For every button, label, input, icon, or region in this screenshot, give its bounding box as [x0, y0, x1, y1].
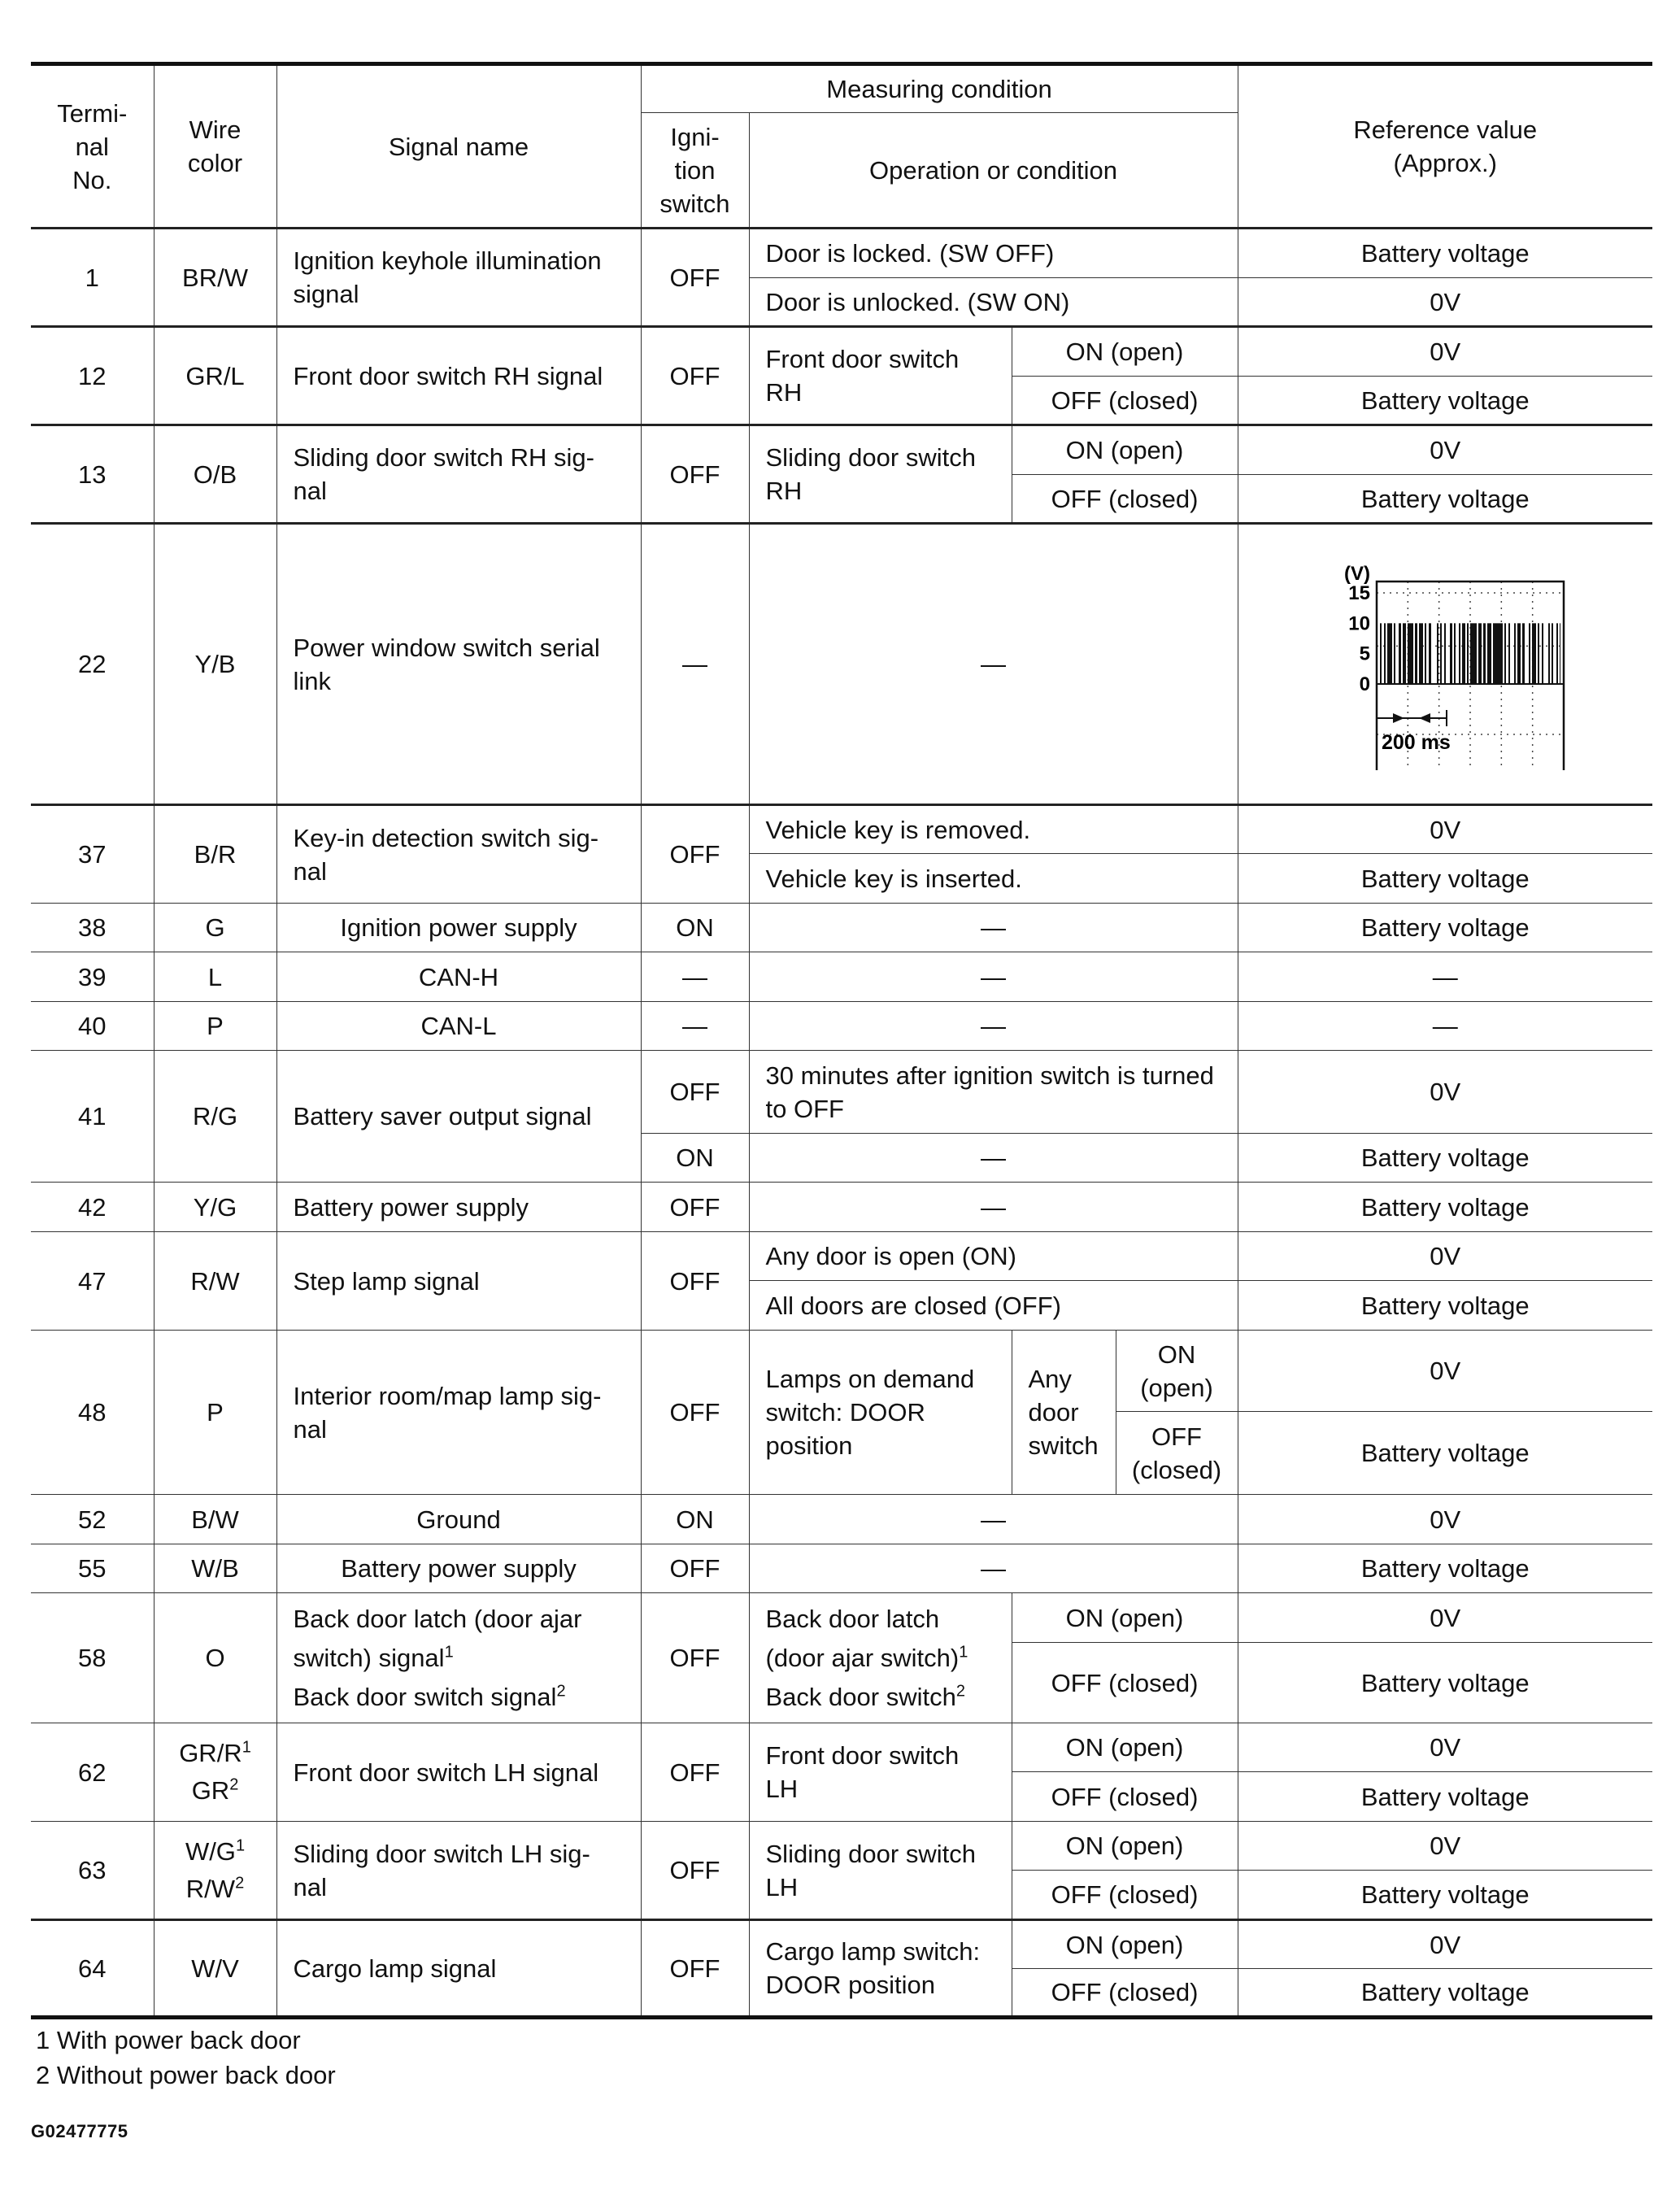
pulse [1403, 623, 1406, 684]
pulse [1538, 623, 1539, 684]
ignition-switch: ON [641, 904, 749, 952]
pulse [1542, 623, 1543, 684]
condition: Door is locked. (SW OFF) [749, 229, 1238, 278]
reference-value: 0V [1238, 1593, 1652, 1643]
terminal-no: 42 [31, 1183, 154, 1232]
switch-state: ON (open) [1012, 425, 1238, 475]
time-scale-label: 200 ms [1382, 730, 1452, 754]
pulse [1462, 623, 1465, 684]
terminal-no: 62 [31, 1723, 154, 1822]
pulse [1387, 623, 1392, 684]
footnote-2: 2 Without power back door [36, 2061, 336, 2089]
wire-color: $W/G^1$ $R/W^2$ [154, 1822, 276, 1920]
reference-value: Battery voltage [1238, 229, 1652, 278]
pulse [1508, 623, 1510, 684]
table-row [31, 1495, 1652, 1544]
reference-value: Battery voltage [1238, 1643, 1652, 1723]
ignition-switch: ON [641, 1134, 749, 1183]
ignition-switch: OFF [641, 1723, 749, 1822]
wire-color: R/G [154, 1051, 276, 1183]
switch-state: OFF (closed) [1012, 1871, 1238, 1920]
wire-color: P [154, 1002, 276, 1051]
signal-name: CAN-L [276, 1002, 641, 1051]
table-row [31, 229, 1652, 278]
ignition-switch: OFF [641, 1822, 749, 1920]
table-row [31, 1544, 1652, 1593]
waveform-pulses [1377, 623, 1564, 684]
condition: — [749, 1495, 1238, 1544]
header-reference-value: Reference value (Approx.) [1238, 64, 1652, 229]
switch-state: OFF (closed) [1012, 1969, 1238, 2018]
ignition-switch: OFF [641, 1593, 749, 1723]
pulse [1467, 623, 1469, 684]
y-tick-label: 0 [1359, 673, 1371, 695]
ignition-switch: OFF [641, 805, 749, 904]
signal-name: Cargo lamp signal [276, 1920, 641, 2018]
table-row [31, 952, 1652, 1002]
reference-value: Battery voltage [1238, 1412, 1652, 1495]
reference-value: 0V [1238, 1051, 1652, 1134]
terminal-no: 52 [31, 1495, 154, 1544]
reference-value: 0V [1238, 1920, 1652, 1969]
signal-name: Battery power supply [276, 1544, 641, 1593]
footnotes [36, 2023, 336, 2093]
reference-value: 0V [1238, 1495, 1652, 1544]
switch-state: OFF (closed) [1012, 1643, 1238, 1723]
terminal-no: 1 [31, 229, 154, 327]
reference-value: 0V [1238, 327, 1652, 377]
table-row [31, 1822, 1652, 1871]
signal-name: Sliding door switch RH sig- nal [276, 425, 641, 524]
footnote-1: 1 With power back door [36, 2026, 301, 2054]
condition: 30 minutes after ignition switch is turned to OFF [749, 1051, 1238, 1134]
wire-color: B/R [154, 805, 276, 904]
ignition-switch: OFF [641, 1183, 749, 1232]
condition: Vehicle key is removed. [749, 805, 1238, 854]
pulse [1552, 623, 1553, 684]
wire-color: P [154, 1331, 276, 1495]
reference-value: 0V [1238, 1723, 1652, 1772]
signal-name: CAN-H [276, 952, 641, 1002]
terminal-no: 37 [31, 805, 154, 904]
condition: Lamps on demand switch: DOOR position [749, 1331, 1012, 1495]
reference-value: Battery voltage [1238, 904, 1652, 952]
table-row [31, 805, 1652, 854]
reference-value: Battery voltage [1238, 377, 1652, 425]
pulse [1429, 623, 1431, 684]
ignition-switch: OFF [641, 1544, 749, 1593]
table-row [31, 1183, 1652, 1232]
wire-color: $GR/R^1$ $GR^2$ [154, 1723, 276, 1822]
sub-condition: Any door switch [1012, 1331, 1116, 1495]
condition: Door is unlocked. (SW ON) [749, 278, 1238, 327]
ignition-switch: OFF [641, 1051, 749, 1134]
signal-name: Ignition keyhole illumination signal [276, 229, 641, 327]
pulse [1514, 623, 1516, 684]
header-signal-name: Signal name [276, 64, 641, 229]
ignition-switch: OFF [641, 327, 749, 425]
table-row [31, 1232, 1652, 1281]
ignition-switch: OFF [641, 1920, 749, 2018]
signal-name: Step lamp signal [276, 1232, 641, 1331]
condition: Back door latch (door ajar switch)$^1$ Back door switch$^2$ [749, 1593, 1012, 1723]
wire-color: R/W [154, 1232, 276, 1331]
reference-value: Battery voltage [1238, 1871, 1652, 1920]
wire-color: W/B [154, 1544, 276, 1593]
switch-state: OFF (closed) [1116, 1412, 1238, 1495]
table-row [31, 327, 1652, 377]
ignition-switch: OFF [641, 229, 749, 327]
pulse [1532, 623, 1536, 684]
signal-name: Interior room/map lamp sig- nal [276, 1331, 641, 1495]
ignition-switch: OFF [641, 1232, 749, 1331]
condition: All doors are closed (OFF) [749, 1281, 1238, 1331]
switch-state: ON (open) [1012, 1920, 1238, 1969]
signal-name: Ground [276, 1495, 641, 1544]
reference-value: — [1238, 1002, 1652, 1051]
table-row [31, 1051, 1652, 1134]
ignition-switch: OFF [641, 425, 749, 524]
condition: — [749, 1134, 1238, 1183]
ignition-switch: — [641, 524, 749, 805]
pulse [1437, 623, 1438, 684]
condition: — [749, 1544, 1238, 1593]
pulse [1380, 623, 1382, 684]
terminal-no: 55 [31, 1544, 154, 1593]
wire-color: O [154, 1593, 276, 1723]
time-scale-arrow-left [1393, 713, 1404, 723]
wire-color: W/V [154, 1920, 276, 2018]
reference-value: 0V [1238, 1232, 1652, 1281]
y-tick-label: 10 [1348, 612, 1371, 634]
wire-color: Y/G [154, 1183, 276, 1232]
ignition-switch: ON [641, 1495, 749, 1544]
pulse [1450, 623, 1452, 684]
wire-color: BR/W [154, 229, 276, 327]
header-measuring-condition: Measuring condition [641, 64, 1238, 113]
signal-name: Power window switch serial link [276, 524, 641, 805]
reference-value: 0V [1238, 805, 1652, 854]
pulse [1487, 623, 1491, 684]
pulse [1522, 623, 1525, 684]
terminal-no: 41 [31, 1051, 154, 1183]
switch-state: OFF (closed) [1012, 475, 1238, 524]
condition: — [749, 1183, 1238, 1232]
header-wire-color: Wire color [154, 64, 276, 229]
reference-value: 0V [1238, 1331, 1652, 1412]
reference-value: Battery voltage [1238, 854, 1652, 904]
condition: — [749, 524, 1238, 805]
condition: Sliding door switch RH [749, 425, 1012, 524]
reference-value: Battery voltage [1238, 1183, 1652, 1232]
reference-value: Battery voltage [1238, 1281, 1652, 1331]
pulse [1493, 623, 1503, 684]
reference-value: Battery voltage [1238, 1969, 1652, 2018]
wire-color: L [154, 952, 276, 1002]
pulse [1394, 623, 1395, 684]
wire-color: G [154, 904, 276, 952]
wire-color: GR/L [154, 327, 276, 425]
header-ignition-switch: Igni- tion switch [641, 113, 749, 229]
waveform-unit-label: (V) [1344, 562, 1371, 585]
pulse [1478, 623, 1482, 684]
terminal-no: 48 [31, 1331, 154, 1495]
terminal-reference-table [31, 62, 1652, 2019]
header-terminal-no: Termi- nal No. [31, 64, 154, 229]
pulse [1504, 623, 1506, 684]
terminal-no: 12 [31, 327, 154, 425]
pulse [1556, 623, 1558, 684]
pulse [1517, 623, 1521, 684]
time-scale-arrow-right [1419, 713, 1430, 723]
reference-value: Battery voltage [1238, 1544, 1652, 1593]
terminal-reference-sheet [31, 62, 1652, 2019]
terminal-no: 38 [31, 904, 154, 952]
switch-state: OFF (closed) [1012, 377, 1238, 425]
pulse [1529, 623, 1530, 684]
figure-id: G02477775 [31, 2121, 128, 2141]
y-tick-label: 15 [1348, 582, 1371, 604]
pulse [1459, 623, 1460, 684]
y-tick-label: 5 [1359, 642, 1371, 665]
reference-value: Battery voltage [1238, 475, 1652, 524]
signal-name: Back door latch (door ajar switch) signal$^1$ Back door switch signal$^2$ [276, 1593, 641, 1723]
wire-color: Y/B [154, 524, 276, 805]
condition: — [749, 952, 1238, 1002]
terminal-no: 40 [31, 1002, 154, 1051]
ignition-switch: — [641, 1002, 749, 1051]
condition: — [749, 904, 1238, 952]
signal-name: Front door switch LH signal [276, 1723, 641, 1822]
signal-name: Battery saver output signal [276, 1051, 641, 1183]
table-row [31, 1723, 1652, 1772]
terminal-no: 47 [31, 1232, 154, 1331]
ignition-switch: — [641, 952, 749, 1002]
reference-value: Battery voltage [1238, 1134, 1652, 1183]
pulse [1470, 623, 1477, 684]
pulse [1425, 623, 1426, 684]
reference-value: 0V [1238, 278, 1652, 327]
switch-state: ON (open) [1116, 1331, 1238, 1412]
reference-waveform [1238, 524, 1652, 805]
table-row [31, 524, 1652, 805]
reference-value: — [1238, 952, 1652, 1002]
pulse [1399, 623, 1401, 684]
wire-color: B/W [154, 1495, 276, 1544]
pulse [1415, 623, 1417, 684]
pulse [1454, 623, 1456, 684]
signal-name: Battery power supply [276, 1183, 641, 1232]
terminal-no: 13 [31, 425, 154, 524]
terminal-no: 63 [31, 1822, 154, 1920]
switch-state: ON (open) [1012, 1593, 1238, 1643]
waveform-chart [1315, 559, 1575, 770]
terminal-no: 64 [31, 1920, 154, 2018]
condition: Front door switch LH [749, 1723, 1012, 1822]
header-operation-or-condition: Operation or condition [749, 113, 1238, 229]
wire-color: O/B [154, 425, 276, 524]
table-row [31, 1331, 1652, 1412]
terminal-no: 58 [31, 1593, 154, 1723]
condition: — [749, 1002, 1238, 1051]
signal-name: Sliding door switch LH sig- nal [276, 1822, 641, 1920]
switch-state: ON (open) [1012, 1822, 1238, 1871]
signal-name: Front door switch RH signal [276, 327, 641, 425]
signal-name: Key-in detection switch sig- nal [276, 805, 641, 904]
pulse [1440, 623, 1442, 684]
terminal-no: 22 [31, 524, 154, 805]
table-row [31, 1593, 1652, 1643]
pulse [1444, 623, 1446, 684]
switch-state: ON (open) [1012, 327, 1238, 377]
reference-value: 0V [1238, 1822, 1652, 1871]
ignition-switch: OFF [641, 1331, 749, 1495]
condition: Any door is open (ON) [749, 1232, 1238, 1281]
pulse [1483, 623, 1486, 684]
condition: Cargo lamp switch: DOOR position [749, 1920, 1012, 2018]
switch-state: ON (open) [1012, 1723, 1238, 1772]
pulse [1548, 623, 1550, 684]
signal-name: Ignition power supply [276, 904, 641, 952]
table-row [31, 1920, 1652, 1969]
table-row [31, 904, 1652, 952]
table-row [31, 1002, 1652, 1051]
table-row [31, 425, 1652, 475]
reference-value: Battery voltage [1238, 1772, 1652, 1822]
switch-state: OFF (closed) [1012, 1772, 1238, 1822]
condition: Sliding door switch LH [749, 1822, 1012, 1920]
condition: Front door switch RH [749, 327, 1012, 425]
terminal-no: 39 [31, 952, 154, 1002]
condition: Vehicle key is inserted. [749, 854, 1238, 904]
pulse [1408, 623, 1413, 684]
pulse [1419, 623, 1423, 684]
pulse [1384, 623, 1386, 684]
reference-value: 0V [1238, 425, 1652, 475]
